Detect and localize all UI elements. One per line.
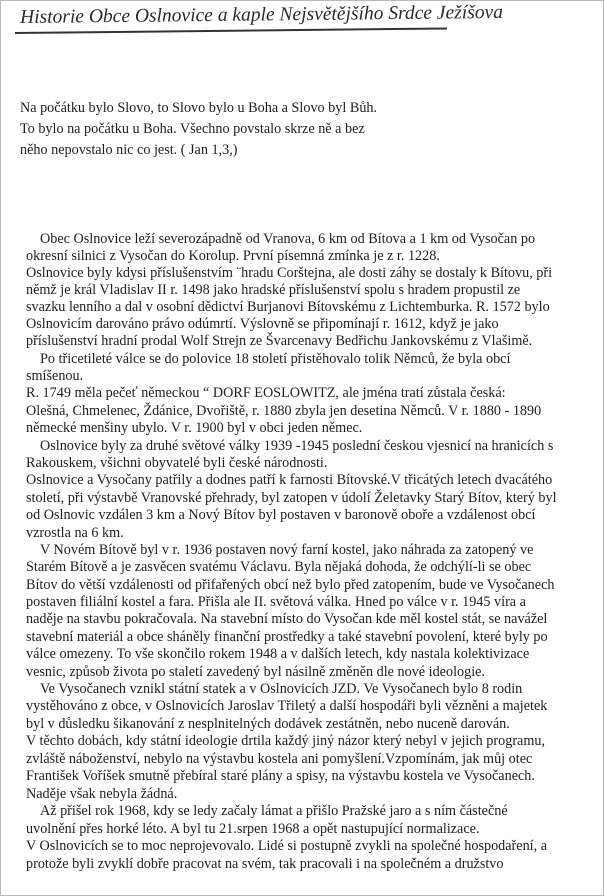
- quote-line: To bylo na počátku u Boha. Všechno povstalo skrze ně a bez: [20, 121, 365, 137]
- text-line: V Novém Bítově byl v r. 1936 postaven nový farní kostel, jako náhrada za zatopený ve: [40, 542, 534, 558]
- text-line: R. 1749 měla pečeť německou “ DORF EOSLOWITZ, ale jména tratí zůstala česká:: [26, 385, 506, 401]
- text-line: německé menšiny ubylo. V r. 1900 byl v obci jeden němec.: [26, 420, 363, 436]
- text-line: stavební materiál a obce sháněly finanční prostředky a také stavební povolení, které byly po: [26, 629, 548, 645]
- text-line: vzrostla na 6 km.: [26, 525, 124, 541]
- text-line: Oslnovice byly kdysi příslušenstvím ¨hradu Corštejna, ale dosti záhy se dostaly k Bítovu, při: [26, 265, 553, 281]
- text-line: byl v důsledku šikanování z nesplnitelných dodávek zestátněn, nebo nuceně darován.: [26, 716, 510, 732]
- text-line: Rakouskem, všichni obyvatelé byli české národnosti.: [26, 455, 328, 471]
- text-line: svazku lenního a dal v osobní dědictví Burjanovi Bítovskému z Lichtemburka. R. 1572 bylo: [26, 299, 550, 315]
- text-line: uvolnění přes horké léto. A byl tu 21.srpen 1968 a opět nastupující normalizace.: [26, 821, 480, 837]
- text-line: století, při výstavbě Vranovské přehrady, byl zatopen v údolí Želetavky Starý Bítov, který byl: [26, 490, 557, 506]
- text-line: Starém Bítově a je zasvěcen svatému Václavu. Byla nějaká dohoda, že odchýlí-li se obec: [26, 559, 532, 575]
- document-title: Historie Obce Oslnovice a kaple Nejsvětějšího Srdce Ježíšova: [20, 1, 504, 28]
- title-underline: [15, 27, 447, 33]
- text-line: Po třicetileté válce se do polovice 18 století přistěhovalo tolik Němců, že byla obcí: [40, 351, 511, 367]
- text-line: němž je král Vladislav II r. 1498 jako hradské příslušenství spolu s hradem propustil ze: [26, 282, 521, 298]
- text-line: Oslnovice a Vysočany patřily a dodnes patří k farnosti Bítovské.V třicátých letech dvacátého: [26, 472, 553, 488]
- text-line: Oslnovice byly za druhé světové války 1939 -1945 poslední českou vjesnicí na hranicích s: [40, 438, 554, 454]
- text-line: Oslnovicím darováno právo odúmrtí. Výslovně se připomínají r. 1612, když je jako: [26, 316, 499, 332]
- text-line: Bítov do větší vzdálenosti od přifařených obcí než bylo před zatopením, bude ve Vysočanech: [26, 577, 555, 593]
- text-line: V Oslnovicích se to moc neprojevovalo. Lidé si postupně zvykli na společné hospodaření, a: [26, 838, 548, 854]
- text-line: zvláště náboženství, nebylo na výstavbu kostela ani pomyšlení.Vzpomínám, jak můj otec: [26, 751, 533, 767]
- text-line: vesnic, způsob života po staletí zavedený byl násilně změněn dle nové ideologie.: [26, 664, 485, 680]
- text-line: Naděje však nebyla žádná.: [26, 786, 178, 802]
- text-line: naděje na stavbu pokračovala. Na stavební místo do Vysočan kde měl kostel stát, se navážel: [26, 611, 548, 627]
- text-line: příslušenství hradní prodal Wolf Strejn ze Švarcenavy Bedřichu Jankovskému z Vlašimě.: [26, 333, 533, 349]
- text-line: Až přišel rok 1968, kdy se ledy začaly lámat a přišlo Pražské jaro a s ním částečné: [40, 803, 508, 819]
- text-line: válce omezeny. To vše skončilo rokem 1948 a v dalších letech, kdy nastala kolektivizace: [26, 646, 530, 662]
- text-line: František Voříšek smutně přebíral staré plány a spisy, na výstavbu kostela ve Vysočanech.: [26, 768, 535, 784]
- text-line: od Oslnovic vzdálen 3 km a Nový Bítov byl postaven v baronově oboře a vzdálenost obcí: [26, 507, 536, 523]
- text-line: postaven filiální kostel a fara. Přišla ale II. světová válka. Hned po válce v r. 1945 víra a: [26, 594, 526, 610]
- text-line: V těchto dobách, kdy státní ideologie drtila každý jiný názor který nebyl v jejich programu,: [26, 733, 546, 749]
- text-line: Olešná, Chmelenec, Ždánice, Dvořiště, r. 1880 zbyla jen desetina Němců. V r. 1880 - 1890: [26, 403, 542, 419]
- quote-line: něho nepovstalo nic co jest. ( Jan 1,3,): [20, 142, 238, 158]
- text-line: smíšenou.: [26, 368, 84, 384]
- text-line: vystěhováno z obce, v Oslnovicích Jaroslav Třiletý a další hospodáři byli vězněni a majetek: [26, 698, 548, 714]
- text-line: protože byli zvyklí dobře pracovat na svém, tak pracovali i na společném a družstvo: [26, 856, 504, 872]
- quote-line: Na počátku bylo Slovo, to Slovo bylo u Boha a Slovo byl Bůh.: [20, 100, 378, 116]
- text-line: Ve Vysočanech vznikl státní statek a v Oslnovicích JZD. Ve Vysočanech bylo 8 rodin: [40, 681, 523, 697]
- text-line: okresní silnici z Vysočan do Korolup. První písemná zmínka je z r. 1228.: [26, 248, 440, 264]
- text-line: Obec Oslnovice leží severozápadně od Vranova, 6 km od Bítova a 1 km od Vysočan po: [40, 231, 536, 247]
